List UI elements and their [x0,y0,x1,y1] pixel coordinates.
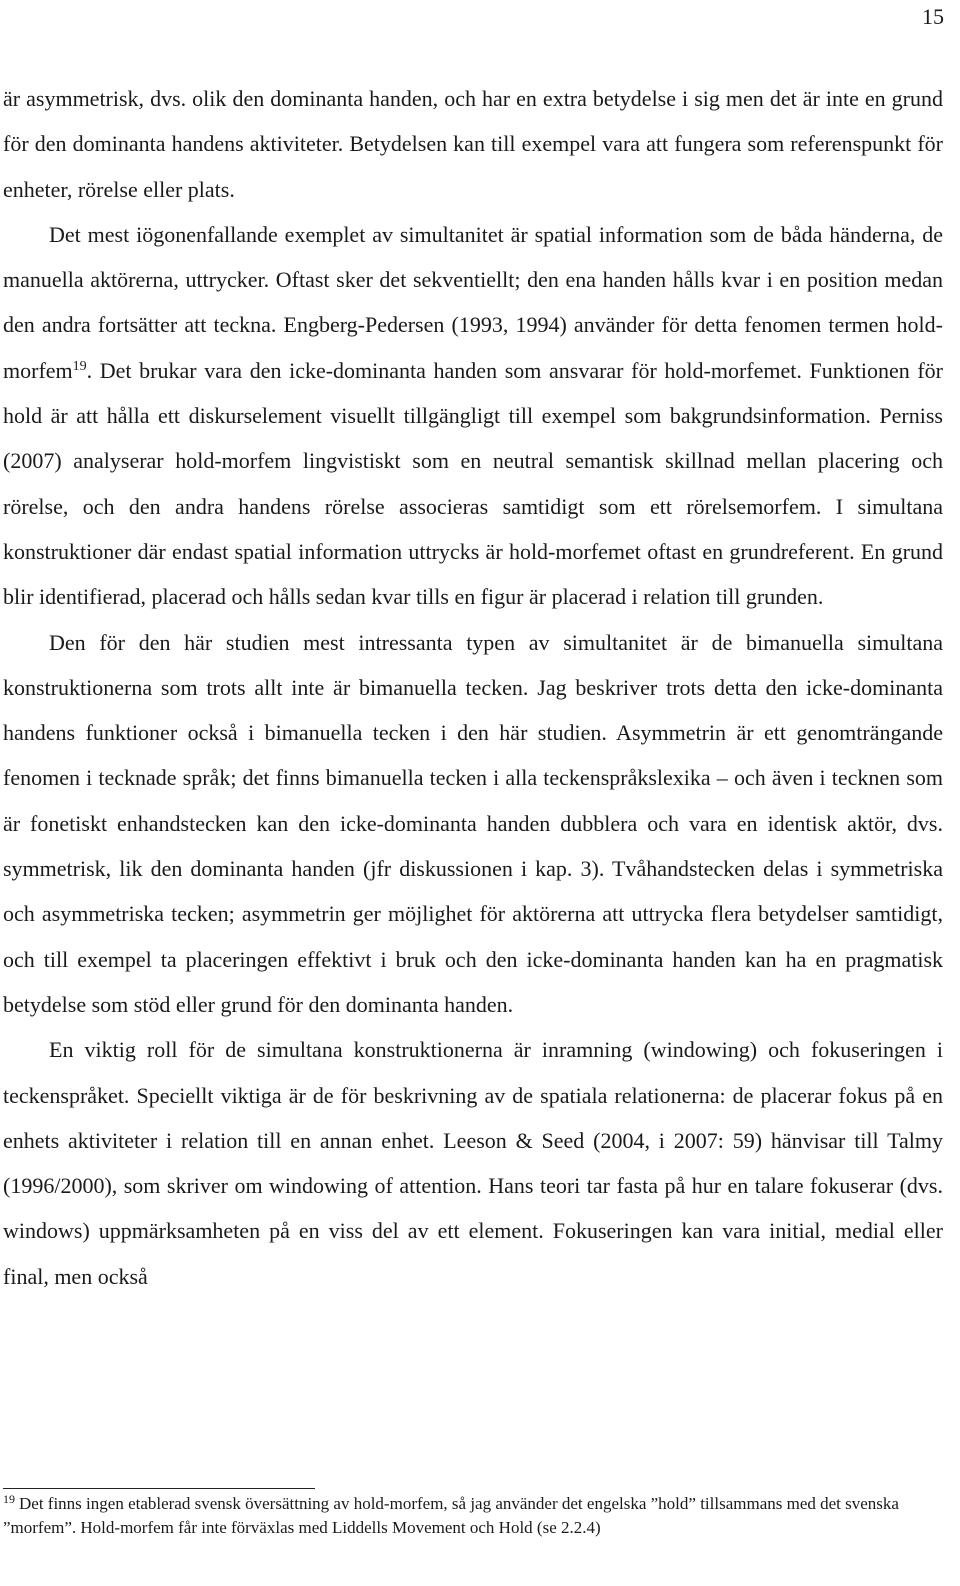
paragraph-2 [3,212,943,620]
paragraph-1: är asymmetrisk, dvs. olik den dominanta handen, och har en extra betydelse i sig men det är inte en grund för den dominanta handens aktiviteter. Betydelsen kan till exempel vara att fungera som referenspunkt för enheter, rörelse eller plats. [3,86,943,202]
paragraph-4: En viktig roll för de simultana konstruktionerna är inramning (windowing) och fokuseringen i teckenspråket. Speciellt viktiga är de för beskrivning av de spatiala relationerna: de placerar fokus på en enhets aktiviteter i relation till en annan enhet. Leeson & Seed (2004, i 2007: 59) hänvisar till Talmy (1996/2000), som skriver om windowing of attention. Hans teori tar fasta på hur en talare fokuserar (dvs. windows) uppmärksamheten på en viss del av ett element. Fokuseringen kan vara initial, medial eller final, men också [3,1037,943,1289]
page-number: 15 [922,4,944,29]
footnote-separator [3,1488,315,1489]
footnote-marker: 19 [3,1492,15,1506]
body-text [3,76,943,1299]
paragraph-2-text-end: . Det brukar vara den icke-dominanta handen som ansvarar för hold-morfemet. Funktionen för hold är att hålla ett diskurselement visuellt tillgängligt till exempel som bakgrundsinformation. Perniss (2007) analyserar hold-morfem lingvistiskt som en neutral semantisk skillnad mellan placering och rörelse, och den andra handens rörelse associeras samtidigt som ett rörelsemorfem. I simultana konstruktioner där endast spatial information uttrycks är hold-morfemet oftast en grundreferent. En grund blir identifierad, placerad och hålls sedan kvar tills en figur är placerad i relation till grunden. [3,357,943,610]
paragraph-2-text-start: Det mest iögonenfallande exemplet av simultanitet är spatial information som de båda händerna, de manuella aktörerna, uttrycker. Oftast sker det sekventiellt; den ena handen hålls kvar i en position medan den andra fortsätter att teckna. Engberg-Pedersen (1993, 1994) använder för detta fenomen termen hold-morfem [3,221,943,383]
footnote [3,1492,943,1540]
footnote-paragraph [3,1492,943,1540]
footnote-text: Det finns ingen etablerad svensk översättning av hold-morfem, så jag använder det engelska ”hold” tillsammans med det svenska ”morfem”. Hold-morfem får inte förväxlas med Liddells Movement och Hold (se 2.2.4) [3,1494,899,1537]
paragraph-3: Den för den här studien mest intressanta typen av simultanitet är de bimanuella simultana konstruktionerna som trots allt inte är bimanuella tecken. Jag beskriver trots detta den icke-dominanta handens funktioner också i bimanuella tecken i den här studien. Asymmetrin är ett genomträngande fenomen i tecknade språk; det finns bimanuella tecken i alla teckenspråkslexika – och även i tecknen som är fonetiskt enhandstecken kan den icke-dominanta handen dubblera och vara en identisk aktör, dvs. symmetrisk, lik den dominanta handen (jfr diskussionen i kap. 3). Tvåhandstecken delas i symmetriska och asymmetriska tecken; asymmetrin ger möjlighet för aktörerna att uttrycka flera betydelser samtidigt, och till exempel ta placeringen effektivt i bruk och den icke-dominanta handen kan ha en pragmatisk betydelse som stöd eller grund för den dominanta handen. [3,629,943,1017]
footnote-reference: 19 [72,358,87,374]
